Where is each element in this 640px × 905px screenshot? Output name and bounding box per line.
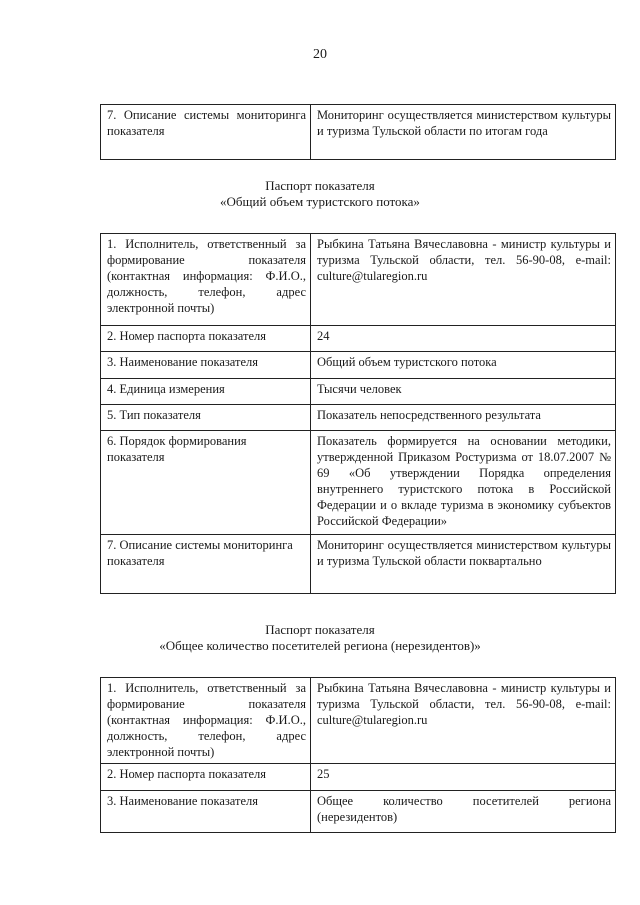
row-label: 3. Наименование показателя	[101, 791, 311, 833]
table-row	[101, 105, 616, 160]
page-number: 20	[313, 47, 327, 62]
row-value: Рыбкина Татьяна Вячеславовна - министр культуры и туризма Тульской области, тел. 56-90-08, e-mail: culture@tularegion.ru	[311, 678, 616, 764]
row-label: 1. Исполнитель, ответственный за формирование показателя (контактная информация: Ф.И.О., должность, телефон, адрес электронной почты)	[101, 234, 311, 326]
row-label: 6. Порядок формирования показателя	[101, 431, 311, 535]
row-label: 5. Тип показателя	[101, 405, 311, 431]
row-label: 3. Наименование показателя	[101, 352, 311, 379]
table-row	[101, 678, 616, 764]
table-row	[101, 352, 616, 379]
row-value: Тысячи человек	[311, 379, 616, 405]
table-row	[101, 431, 616, 535]
row-value: 24	[311, 326, 616, 352]
table-row	[101, 764, 616, 791]
passport-heading: Паспорт показателя	[265, 622, 375, 637]
passport-title	[0, 178, 640, 210]
row-value: Показатель непосредственного результата	[311, 405, 616, 431]
row-value: Общее количество посетителей региона (нерезидентов)	[311, 791, 616, 833]
row-value: 25	[311, 764, 616, 791]
row-value: Рыбкина Татьяна Вячеславовна - министр культуры и туризма Тульской области, тел. 56-90-08, e-mail: culture@tularegion.ru	[311, 234, 616, 326]
table-row	[101, 326, 616, 352]
row-label: 2. Номер паспорта показателя	[101, 326, 311, 352]
table-row	[101, 535, 616, 594]
row-value: Мониторинг осуществляется министерством культуры и туризма Тульской области по итогам года	[311, 105, 616, 160]
table-row	[101, 791, 616, 833]
passport-indicator-name: «Общий объем туристского потока»	[220, 194, 420, 209]
row-label: 7. Описание системы мониторинга показателя	[101, 105, 311, 160]
table-row	[101, 405, 616, 431]
row-value: Показатель формируется на основании методики, утвержденной Приказом Ростуризма от 18.07.2007 № 69 «Об утверждении Порядка определения внутреннего туристского потока в Российской Федерации и о вкладе туризма в экономику субъектов Российской Федерации»	[311, 431, 616, 535]
passport-table-24	[100, 233, 616, 594]
table-row	[101, 379, 616, 405]
row-label: 2. Номер паспорта показателя	[101, 764, 311, 791]
table-row	[101, 234, 616, 326]
passport-indicator-name: «Общее количество посетителей региона (нерезидентов)»	[159, 638, 481, 653]
row-value: Мониторинг осуществляется министерством культуры и туризма Тульской области поквартально	[311, 535, 616, 594]
row-label: 1. Исполнитель, ответственный за формирование показателя (контактная информация: Ф.И.О., должность, телефон, адрес электронной почты)	[101, 678, 311, 764]
row-label: 7. Описание системы мониторинга показателя	[101, 535, 311, 594]
monitoring-table-continued	[100, 104, 616, 160]
passport-heading: Паспорт показателя	[265, 178, 375, 193]
passport-title	[0, 622, 640, 654]
row-label: 4. Единица измерения	[101, 379, 311, 405]
row-value: Общий объем туристского потока	[311, 352, 616, 379]
passport-table-25	[100, 677, 616, 833]
